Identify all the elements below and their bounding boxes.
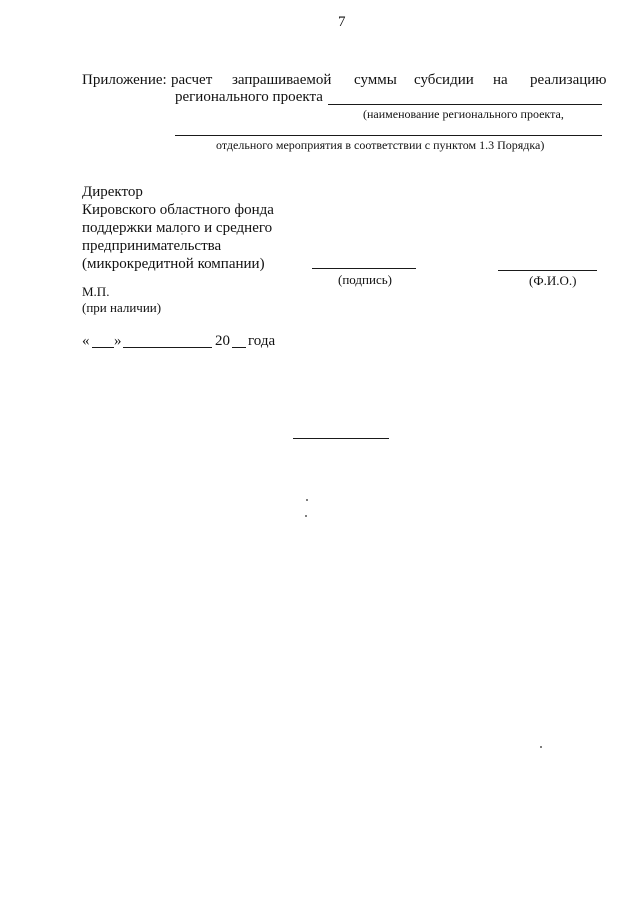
appendix-word: запрашиваемой: [232, 72, 332, 88]
closing-separator: [293, 438, 389, 439]
director-org-line: поддержки малого и среднего: [82, 220, 273, 236]
appendix-word: на: [493, 72, 508, 88]
appendix-project-label: регионального проекта: [175, 89, 323, 105]
director-org-line: предпринимательства: [82, 238, 222, 254]
measure-note: отдельного мероприятия в соответствии с пунктом 1.3 Порядка): [216, 138, 545, 152]
scan-speck: [181, 233, 183, 235]
appendix-word: реализацию: [530, 72, 607, 88]
date-day-line: [92, 347, 114, 348]
date-close-quote: »: [114, 333, 122, 349]
scan-speck: [305, 515, 307, 517]
stamp-note: (при наличии): [82, 300, 162, 315]
project-name-line: [328, 104, 602, 105]
signature-label: (подпись): [338, 272, 392, 287]
director-title: Директор: [82, 184, 143, 200]
project-name-line-2: [175, 135, 602, 136]
date-month-line: [123, 347, 212, 348]
project-name-note: (наименование регионального проекта,: [363, 107, 564, 121]
date-year-prefix: 20: [215, 333, 230, 349]
appendix-label: Приложение:: [82, 72, 167, 88]
scan-speck: [306, 499, 308, 501]
date-year-line: [232, 347, 246, 348]
stamp-label: М.П.: [82, 284, 110, 299]
appendix-word: субсидии: [414, 72, 474, 88]
appendix-word: расчет: [171, 72, 213, 88]
director-org-line: (микрокредитной компании): [82, 256, 265, 272]
fio-line: [498, 270, 597, 271]
scan-speck: [540, 746, 542, 748]
date-open-quote: «: [82, 333, 90, 349]
director-org-line: Кировского областного фонда: [82, 202, 274, 218]
appendix-word: суммы: [354, 72, 397, 88]
page-number: 7: [338, 14, 346, 30]
date-year-suffix: года: [248, 333, 276, 349]
fio-label: (Ф.И.О.): [529, 273, 577, 288]
signature-line: [312, 268, 416, 269]
